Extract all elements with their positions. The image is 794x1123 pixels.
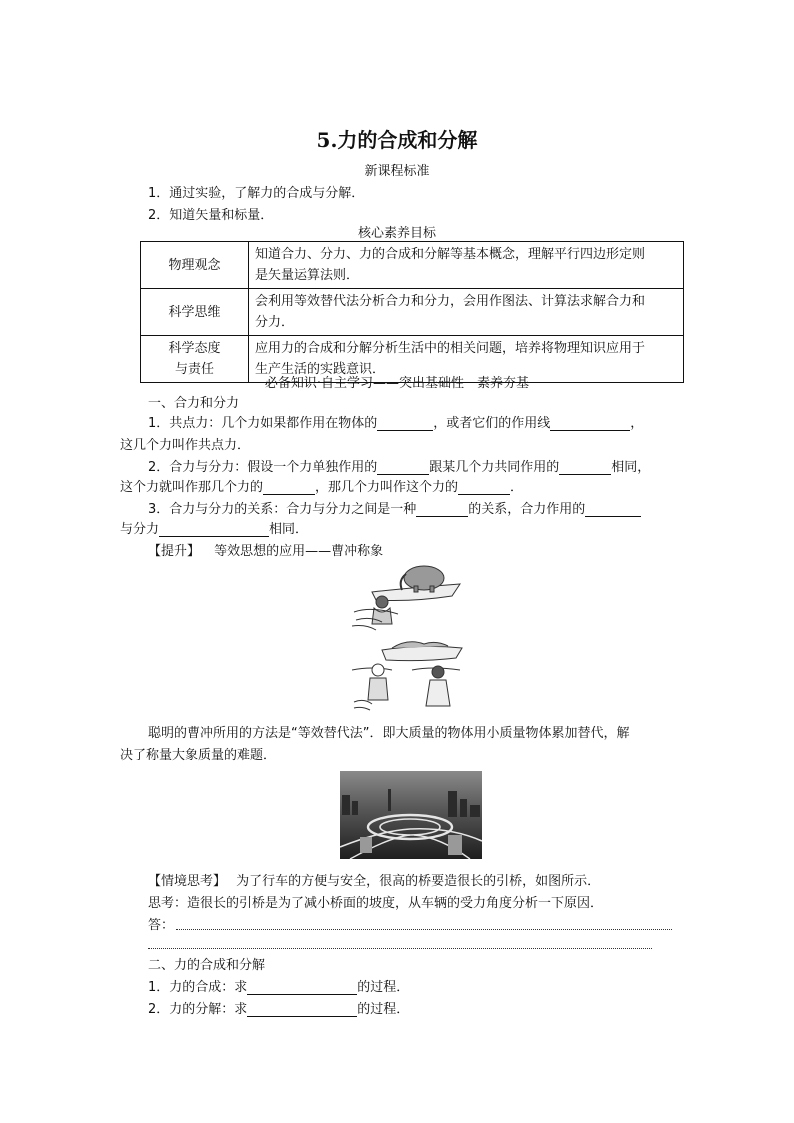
answer-label: 答：	[148, 918, 175, 933]
goals-row	[141, 289, 684, 336]
promote-line	[148, 540, 383, 559]
standard-item-1: 1．通过实验，了解力的合成与分解．	[148, 186, 365, 201]
para-2-cont: 这个力就叫作那几个力的 ，那几个力叫作这个力的 ．	[120, 480, 524, 495]
fill-blank[interactable]	[416, 502, 468, 517]
promote-title: 等效思想的应用——曹冲称象	[214, 544, 384, 559]
section1-heading: 一、合力和分力	[148, 396, 240, 411]
fill-blank[interactable]	[559, 460, 611, 475]
fill-blank[interactable]	[247, 1002, 357, 1017]
fill-blank[interactable]	[550, 416, 630, 431]
goal-key: 物理观念	[141, 242, 249, 289]
goal-key: 科学思维	[141, 289, 249, 336]
section2-item-1: 1．力的合成：求 的过程．	[148, 980, 410, 995]
page-title: 5.力的合成和分解	[316, 128, 478, 152]
promote-text-1: 聪明的曹冲所用的方法是“等效替代法”．即大质量的物体用小质量物体累加替代，解	[148, 726, 630, 741]
para-1: 1．共点力：几个力如果都作用在物体的 ，或者它们的作用线 ，	[148, 416, 644, 431]
fill-blank[interactable]	[159, 522, 269, 537]
para-1-cont: 这几个力叫作共点力．	[120, 438, 251, 453]
standard-heading: 新课程标准	[364, 164, 430, 179]
fill-blank[interactable]	[458, 480, 510, 495]
answer-line[interactable]	[176, 928, 672, 930]
fill-blank[interactable]	[377, 460, 429, 475]
section2-heading: 二、力的合成和分解	[148, 958, 266, 973]
situation-text: 为了行车的方便与安全，很高的桥要造很长的引桥，如图所示．	[236, 874, 601, 889]
promote-text-2: 决了称量大象质量的难题．	[120, 748, 277, 763]
promote-tag: 【提升】	[148, 544, 201, 559]
goals-row	[141, 242, 684, 289]
goal-key: 科学态度 与责任	[141, 336, 249, 383]
cao-chong-illustration	[352, 562, 464, 712]
bridge-photo	[340, 771, 482, 859]
fill-blank[interactable]	[247, 980, 357, 995]
knowledge-heading: 必备知识·自主学习——突出基础性 素养夯基	[264, 376, 530, 391]
answer-line[interactable]	[148, 947, 652, 949]
goals-heading: 核心素养目标	[357, 226, 436, 241]
para-2: 2．合力与分力：假设一个力单独作用的 跟某几个力共同作用的 相同，	[148, 460, 651, 475]
section2-item-2: 2．力的分解：求 的过程．	[148, 1002, 410, 1017]
situation-line	[148, 870, 600, 889]
fill-blank[interactable]	[377, 416, 433, 431]
situation-think: 思考：造很长的引桥是为了减小桥面的坡度，从车辆的受力角度分析一下原因．	[148, 896, 604, 911]
fill-blank[interactable]	[585, 502, 641, 517]
goals-table	[140, 241, 684, 383]
standard-item-2: 2．知道矢量和标量．	[148, 208, 274, 223]
situation-tag: 【情境思考】	[148, 874, 227, 889]
goal-desc: 应用力的合成和分解分析生活中的相关问题，培养将物理知识应用于 生产生活的实践意识．	[249, 336, 684, 383]
goal-desc: 会利用等效替代法分析合力和分力，会用作图法、计算法求解合力和 分力．	[249, 289, 684, 336]
para-3-cont: 与分力 相同．	[120, 522, 309, 537]
goal-desc: 知道合力、分力、力的合成和分解等基本概念，理解平行四边形定则 是矢量运算法则．	[249, 242, 684, 289]
para-3: 3．合力与分力的关系：合力与分力之间是一种 的关系，合力作用的	[148, 498, 641, 517]
fill-blank[interactable]	[263, 480, 315, 495]
